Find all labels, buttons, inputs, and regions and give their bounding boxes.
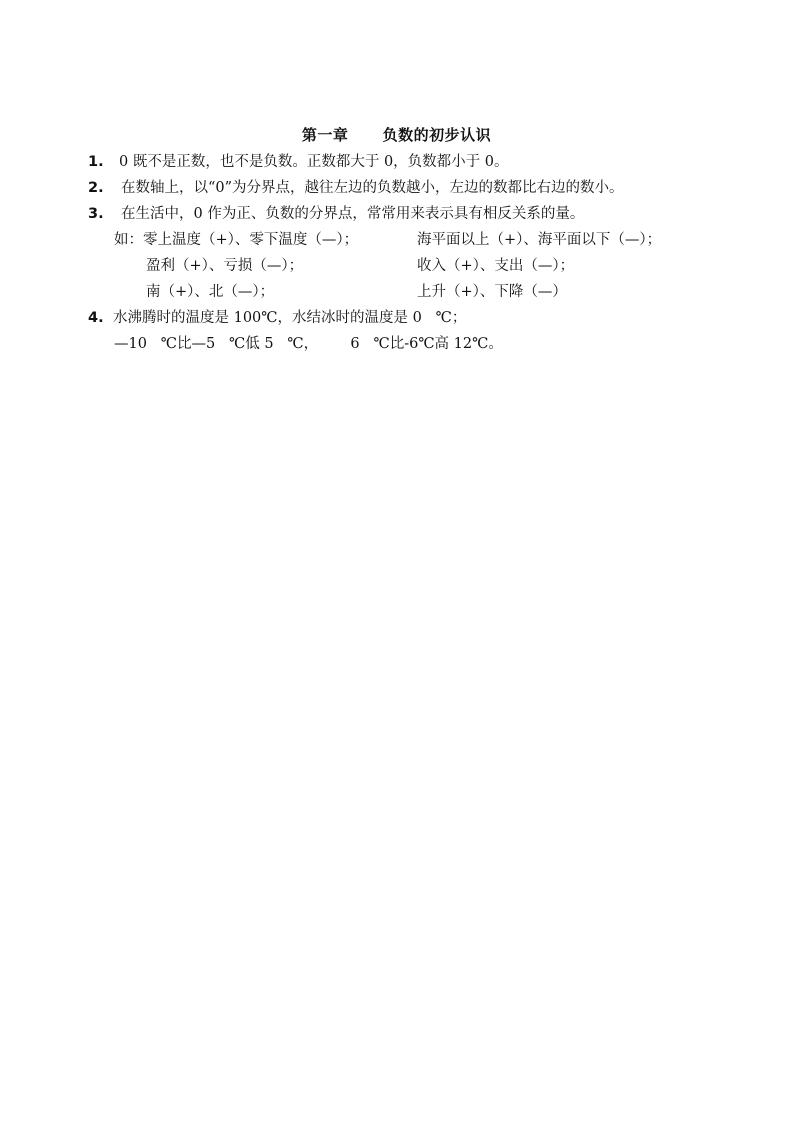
item-3-text: 在生活中，0 作为正、负数的分界点，常常用来表示具有相反关系的量。 xyxy=(121,206,585,222)
item-3-number: 3. xyxy=(88,206,104,222)
item-1-number: 1. xyxy=(88,154,104,170)
example-row3-left: 南（+）、北（—）； xyxy=(146,284,275,300)
item-2-text: 在数轴上，以“0”为分界点，越往左边的负数越小，左边的数都比右边的数小。 xyxy=(121,180,624,196)
item-2-number: 2. xyxy=(88,180,104,196)
item-4-text: 水沸腾时的温度是 100℃，水结冰时的温度是 0 ℃； xyxy=(113,310,467,326)
example-row2-right: 收入（+）、支出（—）； xyxy=(417,258,575,274)
example-row2-left: 盈利（+）、亏损（—）； xyxy=(146,258,304,274)
item-4-number: 4. xyxy=(88,310,104,326)
chapter-title: 第一章 负数的初步认识 xyxy=(301,126,492,144)
example-row3-right: 上升（+）、下降（—） xyxy=(417,284,567,300)
example-row1-right: 海平面以上（+）、海平面以下（—）； xyxy=(417,232,662,248)
example-row1-left: 如：零上温度（+）、零下温度（—）； xyxy=(114,232,359,248)
item-4-text-line2: —10 ℃比—5 ℃低 5 ℃， 6 ℃比-6℃高 12℃。 xyxy=(114,336,503,352)
item-1-text: 0 既不是正数，也不是负数。正数都大于 0，负数都小于 0。 xyxy=(119,154,509,170)
